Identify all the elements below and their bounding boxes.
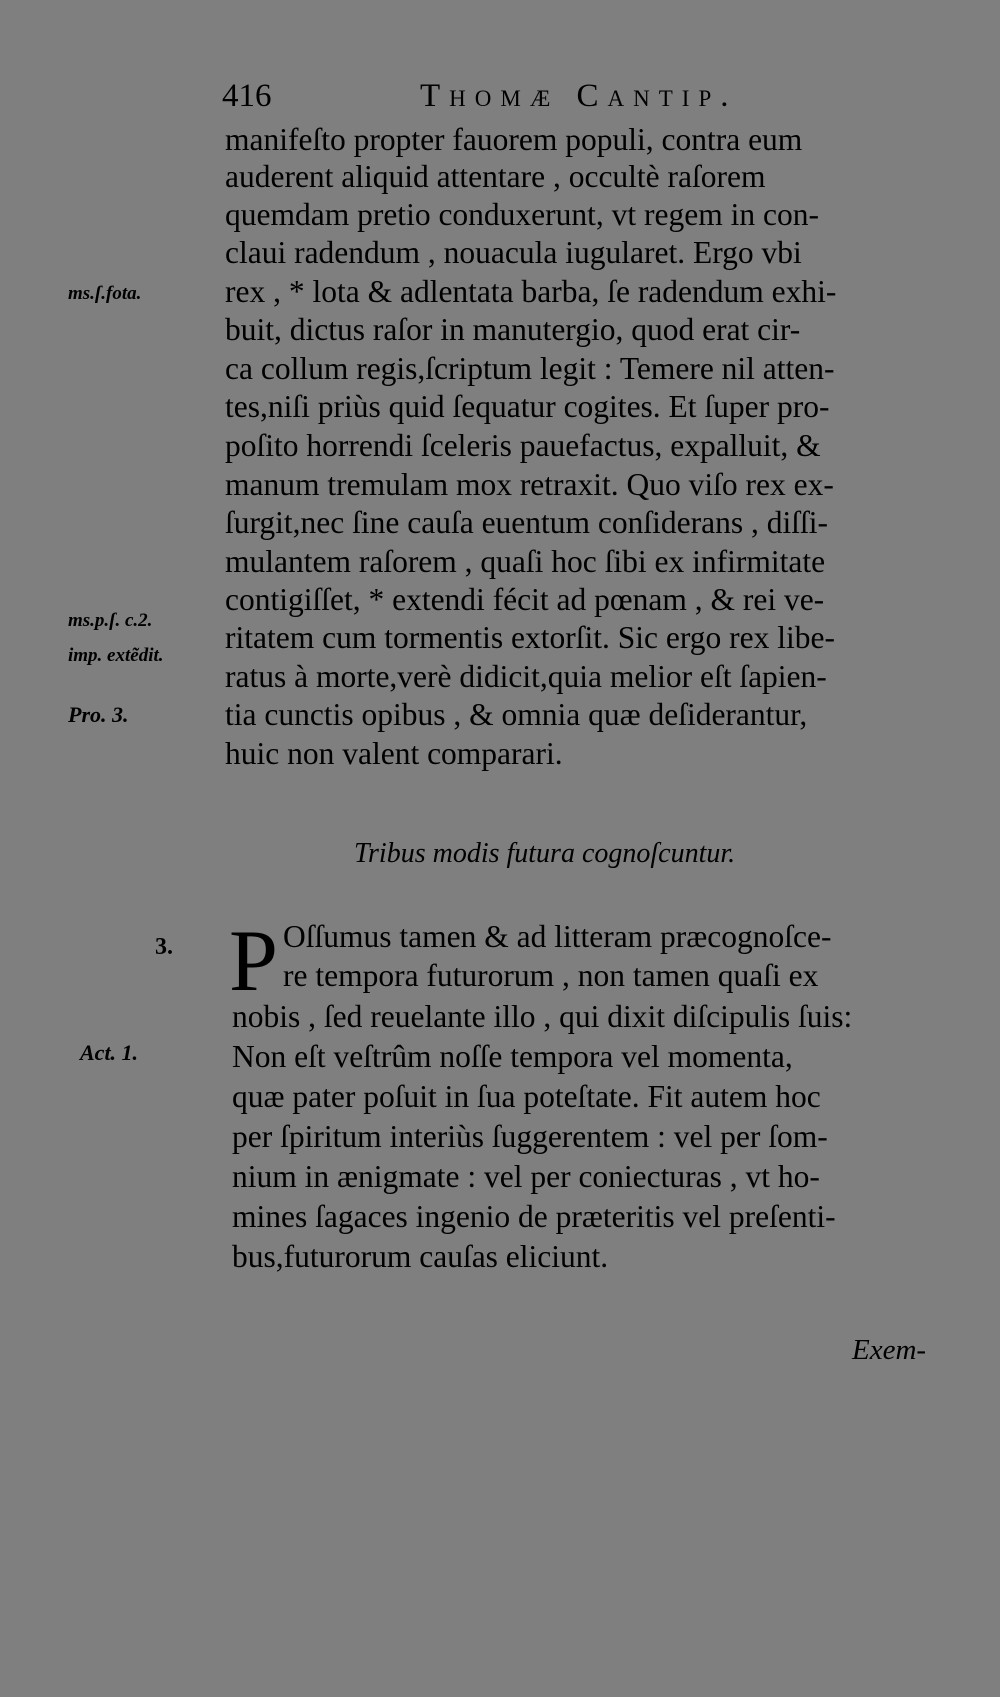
margin-note: 3.: [155, 934, 173, 960]
margin-note: ms.p.ſ. c.2.: [68, 610, 153, 631]
text-line: Non eſt veſtrûm noſſe tempora vel momenta,: [232, 1039, 793, 1074]
text-line: mines ſagaces ingenio de præteritis vel preſenti-: [232, 1199, 836, 1234]
text-line: Oſſumus tamen & ad litteram præcognoſce-: [283, 919, 832, 954]
margin-note: Act. 1.: [80, 1040, 139, 1065]
margin-note: Pro. 3.: [68, 702, 129, 727]
text-line: per ſpiritum interiùs ſuggerentem : vel per ſom-: [232, 1119, 828, 1154]
drop-cap: P: [229, 913, 278, 1010]
page-number: 416: [222, 78, 272, 114]
text-line: ca collum regis,ſcriptum legit : Temere nil atten-: [225, 351, 835, 386]
text-line: ritatem cum tormentis extorſit. Sic ergo rex libe-: [225, 620, 836, 655]
text-line: huic non valent comparari.: [225, 736, 563, 771]
text-line: contigiſſet, * extendi fécit ad pœnam , & rei ve-: [225, 582, 825, 617]
text-line: buit, dictus raſor in manutergio, quod erat cir-: [225, 312, 801, 347]
catchword: Exem-: [852, 1334, 927, 1366]
text-line: nium in ænigmate : vel per coniecturas , vt ho-: [232, 1159, 820, 1194]
text-line: claui radendum , nouacula iugularet. Ergo vbi: [225, 235, 802, 270]
text-line: rex , * lota & adlentata barba, ſe radendum exhi-: [225, 274, 837, 309]
text-line: nobis , ſed reuelante illo , qui dixit diſcipulis ſuis:: [232, 999, 853, 1034]
text-line: tia cunctis opibus , & omnia quæ deſiderantur,: [225, 697, 808, 732]
text-line: bus,futurorum cauſas eliciunt.: [232, 1239, 609, 1274]
text-line: tes,niſi priùs quid ſequatur cogites. Et ſuper pro-: [225, 389, 830, 424]
section-heading: Tribus modis futura cognoſcuntur.: [354, 838, 736, 869]
text-line: poſito horrendi ſceleris pauefactus, expalluit, &: [225, 428, 821, 463]
text-line: manum tremulam mox retraxit. Quo viſo rex ex-: [225, 467, 834, 502]
page-header: [222, 78, 942, 116]
text-line: quemdam pretio conduxerunt, vt regem in con-: [225, 197, 819, 232]
text-line: mulantem raſorem , quaſi hoc ſibi ex infirmitate: [225, 544, 826, 579]
text-line: auderent aliquid attentare , occultè raſorem: [225, 159, 766, 194]
running-head: Thomæ Cantip.: [420, 78, 738, 114]
text-line: ſurgit,nec ſine cauſa euentum conſiderans , diſſi-: [225, 505, 828, 540]
margin-note: ms.ſ.fota.: [68, 283, 142, 304]
text-line: quæ pater poſuit in ſua poteſtate. Fit autem hoc: [232, 1079, 821, 1114]
text-line: manifeſto propter fauorem populi, contra eum: [225, 122, 803, 157]
text-line: ratus à morte,verè didicit,quia melior eſt ſapien-: [225, 659, 827, 694]
text-line: re tempora futurorum , non tamen quaſi ex: [283, 958, 819, 993]
margin-note: imp. extẽdit.: [68, 645, 164, 666]
